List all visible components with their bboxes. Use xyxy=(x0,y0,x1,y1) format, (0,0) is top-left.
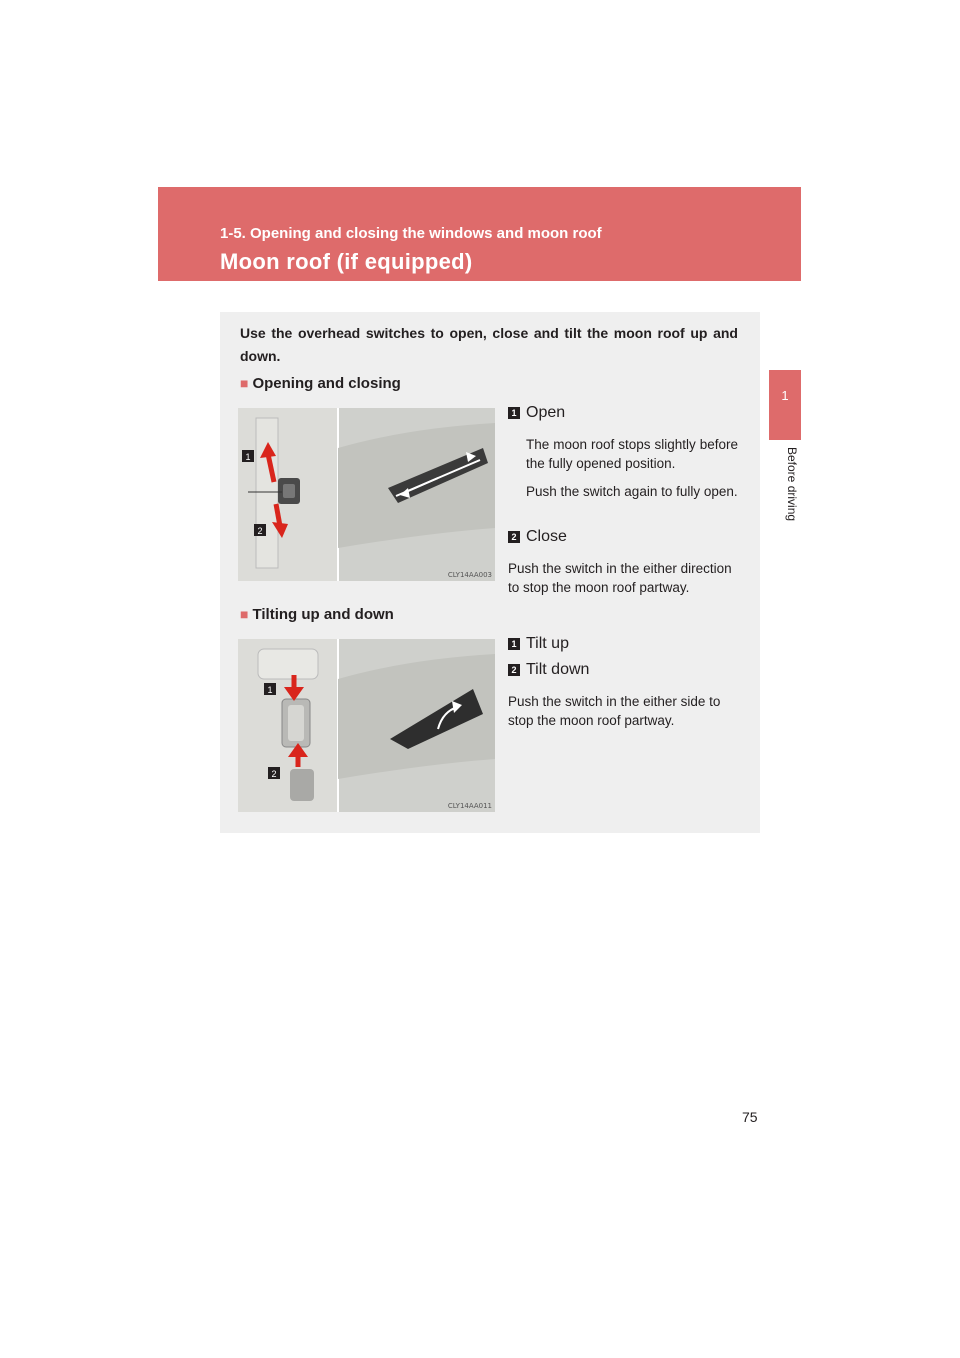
page-title: Moon roof (if equipped) xyxy=(220,249,473,274)
svg-text:1: 1 xyxy=(245,452,251,462)
step-tilt-up xyxy=(508,635,569,653)
figure-code: CLY14AA011 xyxy=(447,802,492,810)
figure-opening xyxy=(238,408,495,581)
figure-code: CLY14AA003 xyxy=(447,571,492,579)
svg-text:2: 2 xyxy=(257,526,263,536)
step-number-1: 1 xyxy=(508,407,520,419)
figure-tilting xyxy=(238,639,495,812)
step-close xyxy=(508,528,567,546)
moon-roof-tilt-illustration xyxy=(238,639,495,812)
moon-roof-slide-illustration xyxy=(238,408,495,581)
close-note: Push the switch in the either direction to stop the moon roof partway. xyxy=(508,561,732,595)
square-bullet-icon: ■ xyxy=(240,606,249,622)
step-open-label: Open xyxy=(526,404,566,421)
chapter-header xyxy=(158,187,801,281)
step-open xyxy=(508,404,565,422)
content-panel xyxy=(220,312,760,833)
heading-opening-label: Opening and closing xyxy=(252,375,401,392)
open-note-1: The moon roof stops slightly before the fully opened position. xyxy=(526,437,738,471)
page-number: 75 xyxy=(742,1109,758,1125)
step-tilt-down xyxy=(508,661,589,679)
chapter-tab-label: Before driving xyxy=(785,447,799,522)
square-bullet-icon: ■ xyxy=(240,375,249,391)
svg-text:2: 2 xyxy=(271,769,277,779)
step-tilt-up-label: Tilt up xyxy=(526,635,569,652)
heading-tilting xyxy=(240,606,394,623)
step-close-label: Close xyxy=(526,528,567,545)
step-number-2: 2 xyxy=(508,531,520,543)
open-note-2: Push the switch again to fully open. xyxy=(526,484,738,499)
chapter-tab-number: 1 xyxy=(781,388,789,403)
intro-text: Use the overhead switches to open, close and tilt the moon roof up and down. xyxy=(240,325,738,364)
svg-text:1: 1 xyxy=(267,685,273,695)
step-tilt-down-label: Tilt down xyxy=(526,661,590,678)
heading-opening xyxy=(240,375,401,392)
step-number-2: 2 xyxy=(508,664,520,676)
chapter-tab[interactable] xyxy=(769,370,801,440)
step-number-1: 1 xyxy=(508,638,520,650)
tilt-note: Push the switch in the either side to stop the moon roof partway. xyxy=(508,694,721,728)
section-label: 1-5. Opening and closing the windows and moon roof xyxy=(220,225,602,242)
heading-tilting-label: Tilting up and down xyxy=(252,606,394,623)
